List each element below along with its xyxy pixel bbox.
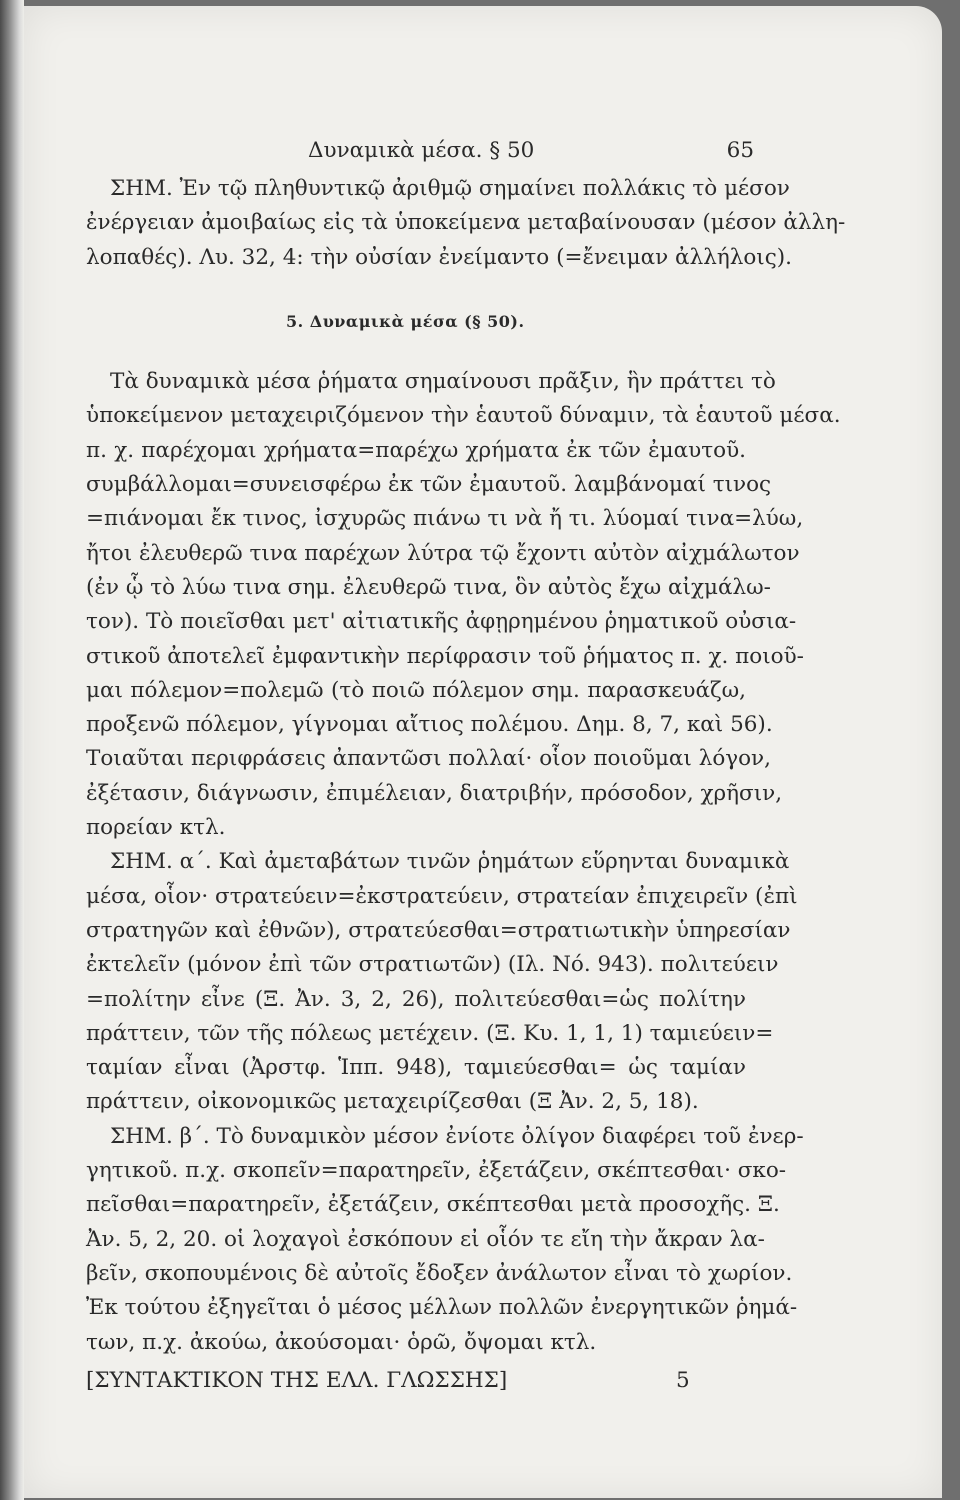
text-line: στρατηγῶν καὶ ἐθνῶν), στρατεύεσθαι=στρατιωτικὴν ὑπηρεσίαν: [86, 917, 791, 943]
text-line: (ἐν ᾧ τὸ λύω τινα σημ. ἐλευθερῶ τινα, ὃν αὐτὸς ἔχω αἰχμάλω-: [86, 574, 771, 600]
text-line: Τοιαῦται περιφράσεις ἀπαντῶσι πολλαί· οἷον ποιοῦμαι λόγον,: [86, 746, 771, 772]
text-line: προξενῶ πόλεμον, γίγνομαι αἴτιος πολέμου. Δημ. 8, 7, καὶ 56).: [86, 712, 773, 738]
text-line: ἐνέργειαν ἀμοιβαίως εἰς τὰ ὑποκείμενα μεταβαίνουσαν (μέσον ἀλλη-: [86, 210, 846, 236]
text-line: ταμίαν εἶναι (Ἀρστφ. Ἱππ. 948), ταμιεύεσθαι= ὡς ταμίαν: [86, 1055, 746, 1081]
text-line: ΣΗΜ. Ἐν τῷ πληθυντικῷ ἀριθμῷ σημαίνει πολλάκις τὸ μέσον: [110, 176, 790, 201]
text-line: Τὰ δυναμικὰ μέσα ῥήματα σημαίνουσι πρᾶξιν, ἣν πράττει τὸ: [110, 369, 776, 395]
text-line: πράττειν, οἰκονομικῶς μεταχειρίζεσθαι (Ξ Ἀν. 2, 5, 18).: [86, 1089, 699, 1115]
section-heading: 5. Δυναμικὰ μέσα (§ 50).: [286, 311, 525, 331]
text-line: των, π.χ. ἀκούω, ἀκούσομαι· ὁρῶ, ὄψομαι κτλ.: [86, 1329, 597, 1355]
running-title: Δυναμικὰ μέσα. § 50: [308, 138, 535, 163]
text-line: π. χ. παρέχομαι χρήματα=παρέχω χρήματα ἐκ τῶν ἐμαυτοῦ.: [86, 437, 746, 463]
paragraph-note-beta: [86, 1120, 804, 1360]
text-line: πράττειν, τῶν τῆς πόλεως μετέχειν. (Ξ. Κυ. 1, 1, 1) ταμιεύειν=: [86, 1020, 774, 1046]
book-page: [24, 6, 942, 1498]
text-line: Ἀν. 5, 2, 20. οἱ λοχαγοὶ ἐσκόπουν εἰ οἷόν τε εἴη τὴν ἄκραν λα-: [86, 1226, 765, 1252]
text-line: ΣΗΜ. α΄. Καὶ ἀμεταβάτων τινῶν ῥημάτων εὕρηνται δυναμικὰ: [110, 849, 790, 875]
page-footer: [86, 1364, 746, 1398]
text-line: ὑποκείμενον μεταχειριζόμενον τὴν ἑαυτοῦ δύναμιν, τὰ ἑαυτοῦ μέσα.: [86, 403, 841, 429]
text-line: Ἐκ τούτου ἐξηγεῖται ὁ μέσος μέλλων πολλῶν ἐνεργητικῶν ῥημά-: [86, 1295, 798, 1321]
text-line: μαι πόλεμον=πολεμῶ (τὸ ποιῶ πόλεμον σημ. παρασκευάζω,: [86, 677, 746, 703]
text-line: μέσα, οἷον· στρατεύειν=ἐκστρατεύειν, στρατείαν ἐπιχειρεῖν (ἐπὶ: [86, 883, 798, 909]
text-line: =πολίτην εἶνε (Ξ. Ἀν. 3, 2, 26), πολιτεύεσθαι=ὡς πολίτην: [86, 986, 746, 1012]
text-line: ἐξέτασιν, διάγνωσιν, ἐπιμέλειαν, διατριβήν, πρόσοδον, χρῆσιν,: [86, 780, 783, 806]
page-header: [86, 134, 754, 168]
text-line: τον). Τὸ ποιεῖσθαι μετ' αἰτιατικῆς ἀφῃρημένου ῥηματικοῦ οὐσια-: [86, 609, 797, 635]
page-content: [86, 134, 846, 1398]
paragraph-dynamic-middle: [86, 365, 841, 845]
text-line: ἐκτελεῖν (μόνον ἐπὶ τῶν στρατιωτῶν) (Ιλ. Νό. 943). πολιτεύειν: [86, 952, 779, 978]
text-line: πεῖσθαι=παρατηρεῖν, ἐξετάζειν, σκέπτεσθαι μετὰ προσοχῆς. Ξ.: [86, 1192, 780, 1218]
scan-binding-edge: [0, 0, 24, 1500]
paragraph-note-alpha: [86, 845, 798, 1119]
page-number: 65: [726, 138, 754, 163]
text-line: ΣΗΜ. β΄. Τὸ δυναμικὸν μέσον ἐνίοτε ὀλίγον διαφέρει τοῦ ἐνερ-: [110, 1123, 804, 1149]
text-line: λοπαθές). Λυ. 32, 4: τὴν οὐσίαν ἐνείμαντο (=ἔνειμαν ἀλλήλοις).: [86, 244, 792, 270]
paragraph-note-plural: [86, 172, 846, 275]
text-line: στικοῦ ἀποτελεῖ ἐμφαντικὴν περίφρασιν τοῦ ῥήματος π. χ. ποιοῦ-: [86, 643, 804, 669]
text-line: =πιάνομαι ἔκ τινος, ἰσχυρῶς πιάνω τι νὰ ἤ τι. λύομαί τινα=λύω,: [86, 506, 804, 532]
text-line: γητικοῦ. π.χ. σκοπεῖν=παρατηρεῖν, ἐξετάζειν, σκέπτεσθαι· σκο-: [86, 1158, 787, 1184]
signature-mark: 5: [676, 1367, 690, 1393]
text-line: βεῖν, σκοπουμένοις δὲ αὐτοῖς ἔδοξεν ἀνάλωτον εἶναι τὸ χωρίον.: [86, 1260, 793, 1286]
text-line: πορείαν κτλ.: [86, 815, 226, 841]
text-line: ἤτοι ἐλευθερῶ τινα παρέχων λύτρα τῷ ἔχοντι αὐτὸν αἰχμάλωτον: [86, 540, 800, 566]
footer-title: [ΣΥΝΤΑΚΤΙΚΟΝ ΤΗΣ ΕΛΛ. ΓΛΩΣΣΗΣ]: [86, 1367, 508, 1393]
text-line: συμβάλλομαι=συνεισφέρω ἐκ τῶν ἐμαυτοῦ. λαμβάνομαί τινος: [86, 472, 772, 498]
